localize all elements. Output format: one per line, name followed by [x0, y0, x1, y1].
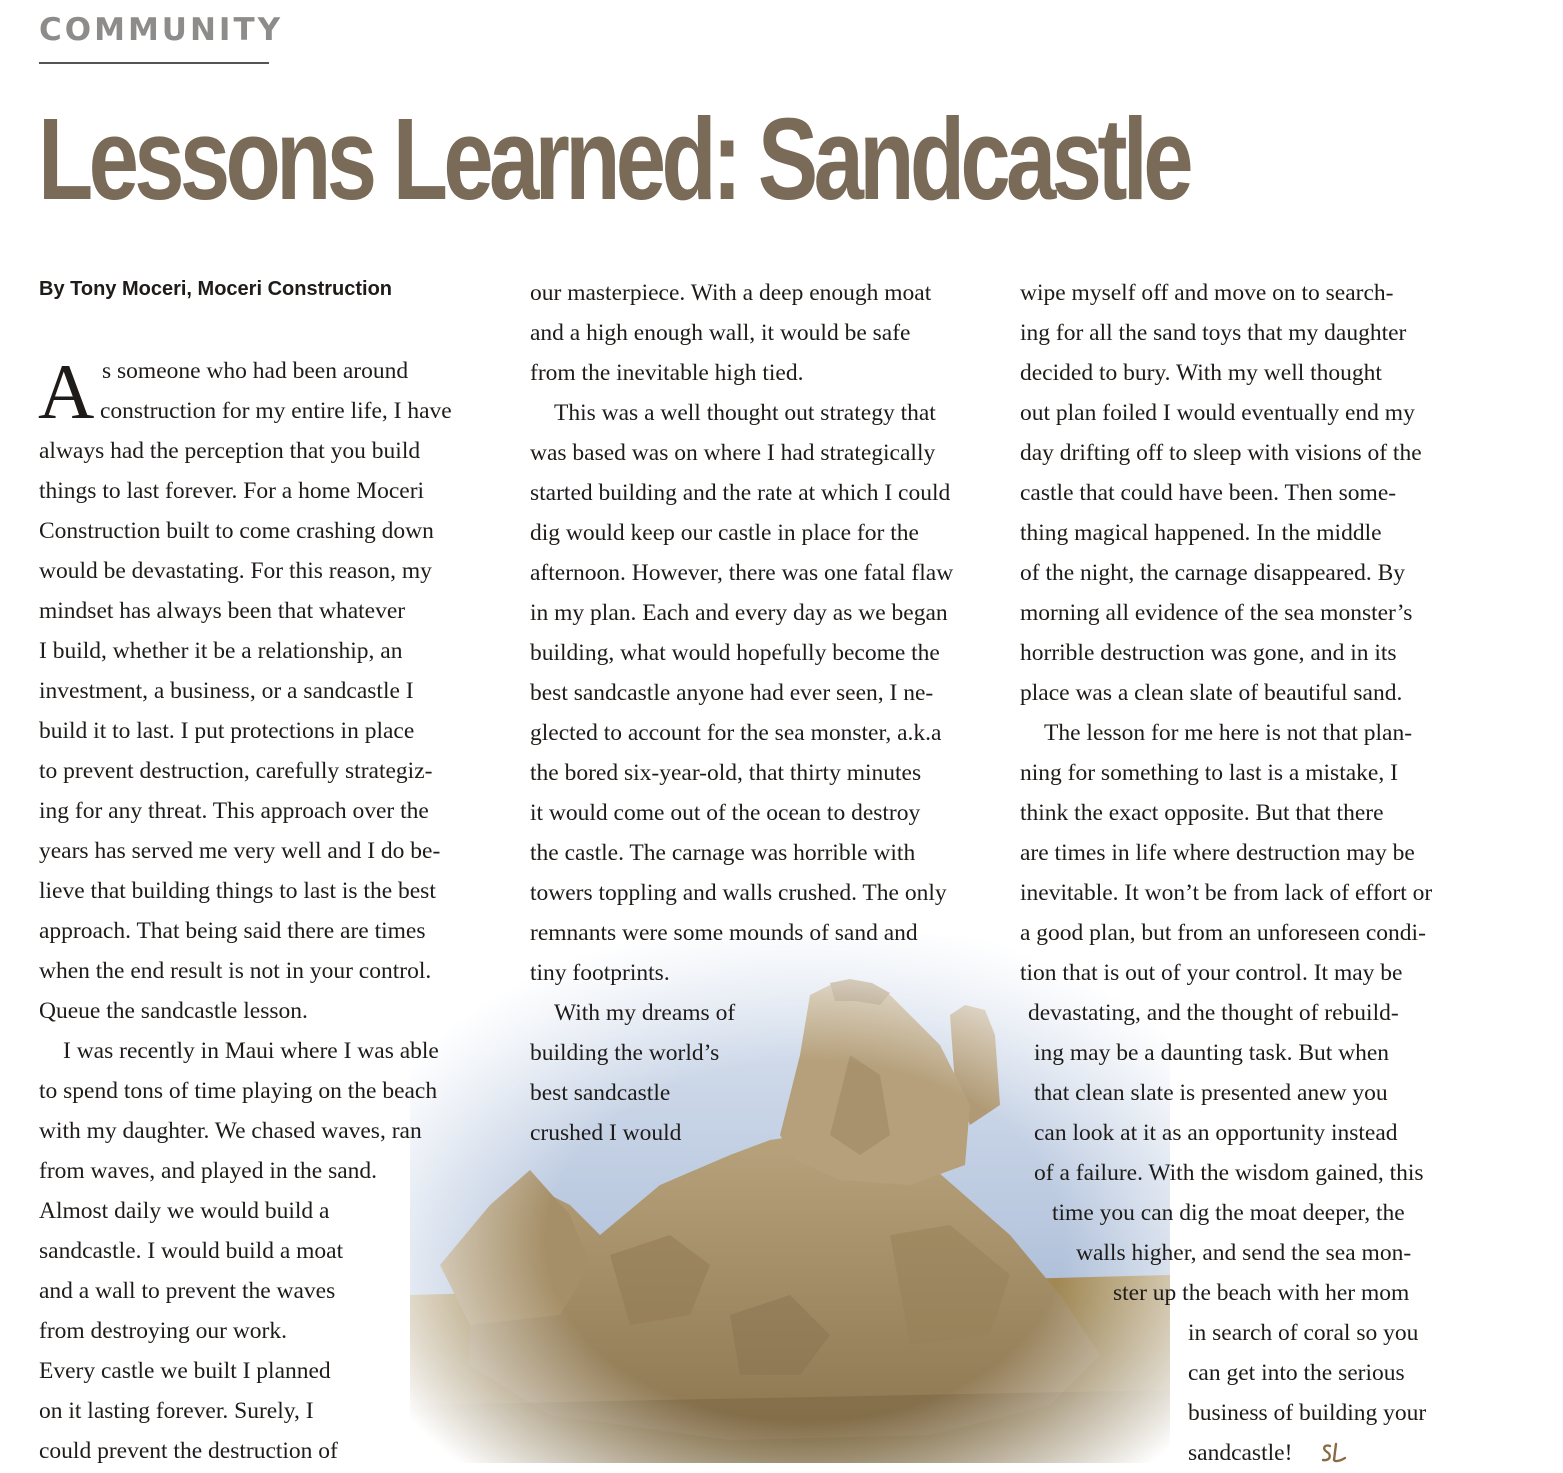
article-line: from the inevitable high tied.	[530, 360, 804, 386]
article-line: I was recently in Maui where I was able	[63, 1038, 439, 1064]
article-line: and a high enough wall, it would be safe	[530, 320, 911, 346]
article-line: it would come out of the ocean to destroy	[530, 800, 921, 826]
article-line: sandcastle!	[1188, 1440, 1293, 1466]
article-line: horrible destruction was gone, and in its	[1020, 640, 1397, 666]
article-line: tion that is out of your control. It may be	[1020, 960, 1403, 986]
article-line: on it lasting forever. Surely, I	[39, 1398, 314, 1424]
article-line: towers toppling and walls crushed. The only	[530, 880, 947, 906]
article-line: investment, a business, or a sandcastle I	[39, 678, 414, 704]
article-line: Almost daily we would build a	[39, 1198, 330, 1224]
article-line: approach. That being said there are times	[39, 918, 426, 944]
section-divider	[39, 62, 269, 64]
article-line: years has served me very well and I do be-	[39, 838, 441, 864]
article-line: tiny footprints.	[530, 960, 670, 986]
article-line: ing for all the sand toys that my daughter	[1020, 320, 1407, 346]
article-line: walls higher, and send the sea mon-	[1076, 1240, 1412, 1266]
article-line: think the exact opposite. But that there	[1020, 800, 1384, 826]
article-line: best sandcastle	[530, 1080, 671, 1106]
article-line: could prevent the destruction of	[39, 1438, 338, 1464]
article-line: always had the perception that you build	[39, 438, 421, 464]
article-line: time you can dig the moat deeper, the	[1052, 1200, 1405, 1226]
article-line: of the night, the carnage disappeared. By	[1020, 560, 1405, 586]
article-line: Queue the sandcastle lesson.	[39, 998, 308, 1024]
article-line: place was a clean slate of beautiful sand.	[1020, 680, 1403, 706]
article-line: The lesson for me here is not that plan-	[1044, 720, 1413, 746]
article-line: the bored six-year-old, that thirty minutes	[530, 760, 922, 786]
article-line: This was a well thought out strategy that	[554, 400, 936, 426]
article-line: was based was on where I had strategically	[530, 440, 936, 466]
article-line: out plan foiled I would eventually end my	[1020, 400, 1415, 426]
article-line: crushed I would	[530, 1120, 682, 1146]
article-line: glected to account for the sea monster, a.k.a	[530, 720, 942, 746]
article-line: can get into the serious	[1188, 1360, 1405, 1386]
article-line: ing for any threat. This approach over the	[39, 798, 429, 824]
article-line: in search of coral so you	[1188, 1320, 1419, 1346]
article-line: With my dreams of	[554, 1000, 736, 1026]
article-line: construction for my entire life, I have	[100, 398, 452, 424]
article-line: to spend tons of time playing on the beach	[39, 1078, 438, 1104]
article-line: ing may be a daunting task. But when	[1034, 1040, 1390, 1066]
article-line: things to last forever. For a home Moceri	[39, 478, 425, 504]
article-line: morning all evidence of the sea monster’s	[1020, 600, 1413, 626]
drop-cap: A	[38, 348, 95, 435]
article-line: ster up the beach with her mom	[1113, 1280, 1410, 1306]
article-line: from destroying our work.	[39, 1318, 288, 1344]
article-line: castle that could have been. Then some-	[1020, 480, 1397, 506]
article-line: in my plan. Each and every day as we began	[530, 600, 948, 626]
article-line: business of building your	[1188, 1400, 1427, 1426]
article-line: building the world’s	[530, 1040, 720, 1066]
article-line: inevitable. It won’t be from lack of effort or	[1020, 880, 1433, 906]
article-line: of a failure. With the wisdom gained, this	[1034, 1160, 1424, 1186]
article-line: when the end result is not in your control.	[39, 958, 432, 984]
article-line: the castle. The carnage was horrible with	[530, 840, 916, 866]
article-line: can look at it as an opportunity instead	[1034, 1120, 1398, 1146]
article-line: would be devastating. For this reason, my	[39, 558, 432, 584]
page-title: Lessons Learned: Sandcastle	[38, 94, 1189, 224]
article-line: are times in life where destruction may be	[1020, 840, 1415, 866]
article-line: day drifting off to sleep with visions of the	[1020, 440, 1422, 466]
article-line: mindset has always been that whatever	[39, 598, 406, 624]
article-line: building, what would hopefully become the	[530, 640, 940, 666]
article-line: that clean slate is presented anew you	[1034, 1080, 1388, 1106]
article-line: lieve that building things to last is the best	[39, 878, 436, 904]
article-line: ning for something to last is a mistake, I	[1020, 760, 1398, 786]
article-line: and a wall to prevent the waves	[39, 1278, 336, 1304]
article-line: I build, whether it be a relationship, an	[39, 638, 403, 664]
end-mark-icon	[1318, 1440, 1348, 1468]
article-line: sandcastle. I would build a moat	[39, 1238, 344, 1264]
article-line: our masterpiece. With a deep enough moat	[530, 280, 932, 306]
article-line: devastating, and the thought of rebuild-	[1028, 1000, 1399, 1026]
article-line: decided to bury. With my well thought	[1020, 360, 1382, 386]
byline: By Tony Moceri, Moceri Construction	[39, 278, 392, 300]
article-line: to prevent destruction, carefully strategiz-	[39, 758, 433, 784]
article-line: thing magical happened. In the middle	[1020, 520, 1382, 546]
article-line: remnants were some mounds of sand and	[530, 920, 918, 946]
article-line: with my daughter. We chased waves, ran	[39, 1118, 422, 1144]
article-line: started building and the rate at which I could	[530, 480, 951, 506]
article-line: Every castle we built I planned	[39, 1358, 331, 1384]
section-label: COMMUNITY	[39, 12, 284, 48]
article-line: best sandcastle anyone had ever seen, I ne-	[530, 680, 934, 706]
article-line: Construction built to come crashing down	[39, 518, 434, 544]
article-line: dig would keep our castle in place for the	[530, 520, 919, 546]
article-line: from waves, and played in the sand.	[39, 1158, 378, 1184]
article-line: s someone who had been around	[102, 358, 409, 384]
article-line: a good plan, but from an unforeseen condi-	[1020, 920, 1426, 946]
article-line: wipe myself off and move on to search-	[1020, 280, 1394, 306]
article-line: build it to last. I put protections in place	[39, 718, 415, 744]
article-line: afternoon. However, there was one fatal flaw	[530, 560, 954, 586]
